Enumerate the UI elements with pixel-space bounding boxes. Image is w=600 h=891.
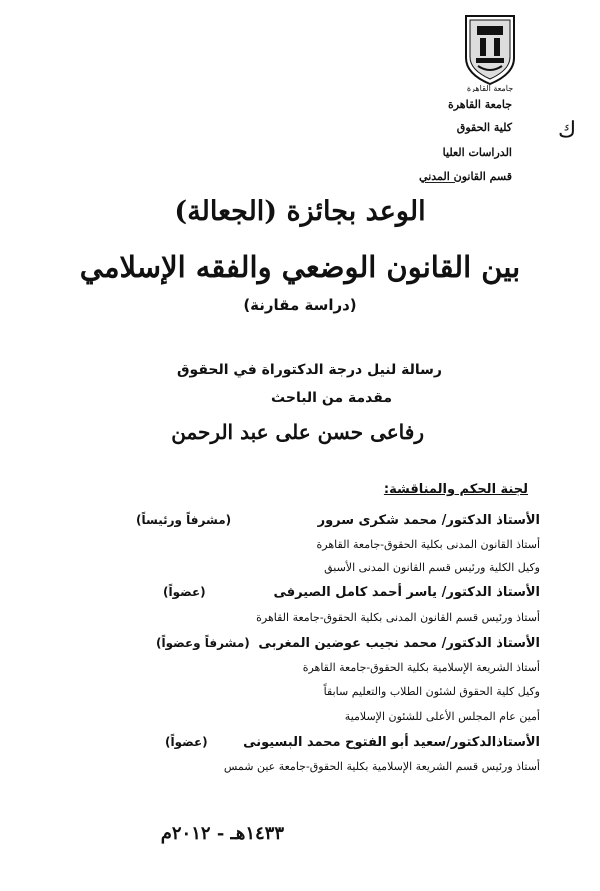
committee-member-detail: أستاذ القانون المدنى بكلية الحقوق-جامعة القاهرة <box>316 538 540 551</box>
committee-member-role: (عضواً) <box>165 735 208 749</box>
committee-member-name: الأستاذ الدكتور/ ياسر أحمد كامل الصيرفى <box>273 585 540 600</box>
department-name: قسم القانون المدني <box>419 170 512 183</box>
committee-member-name: الأستاذ الدكتور/ محمد شكرى سرور <box>317 513 540 528</box>
header-underline <box>425 182 455 183</box>
researcher-name: رفاعى حسن على عبد الرحمن <box>171 420 424 444</box>
thesis-title-line1: الوعد بجائزة (الجعالة) <box>174 196 426 227</box>
handwritten-mark: ﻙ <box>558 118 577 143</box>
committee-member-detail: أستاذ الشريعة الإسلامية بكلية الحقوق-جامعة القاهرة <box>302 661 540 674</box>
university-name: جامعة القاهرة <box>447 98 512 111</box>
committee-member-role: (مشرفاً وعضواً) <box>156 636 250 650</box>
svg-text:جامعة القاهرة: جامعة القاهرة <box>466 84 514 92</box>
committee-member-detail: أستاذ ورئيس قسم القانون المدنى بكلية الحقوق-جامعة القاهرة <box>256 611 540 624</box>
committee-member-detail: أمين عام المجلس الأعلى للشئون الإسلامية <box>344 710 540 723</box>
faculty-name: كلية الحقوق <box>456 121 512 134</box>
thesis-title-line2: بين القانون الوضعي والفقه الإسلامي <box>79 250 521 284</box>
committee-member-name: الأستاذ الدكتور/ محمد نجيب عوضين المغربى <box>258 636 540 651</box>
committee-member-detail: وكيل الكلية ورئيس قسم القانون المدنى الأسبق <box>324 561 540 574</box>
committee-member-name: الأستاذالدكتور/سعيد أبو الفتوح محمد البسيونى <box>243 735 540 750</box>
thesis-date: ١٤٣٣هـ - ٢٠١٢م <box>160 823 284 844</box>
committee-member-detail: وكيل كلية الحقوق لشئون الطلاب والتعليم سابقاً <box>323 685 540 698</box>
thesis-subtitle: (دراسة مقارنة) <box>243 296 357 314</box>
committee-member-role: (عضواً) <box>163 585 206 599</box>
committee-member-role: (مشرفاً ورئيساً) <box>136 513 232 527</box>
committee-member-detail: أستاذ ورئيس قسم الشريعة الإسلامية بكلية الحقوق-جامعة عين شمس <box>223 760 540 773</box>
graduate-studies: الدراسات العليا <box>442 146 512 159</box>
university-seal-logo <box>460 12 520 92</box>
committee-heading: لجنة الحكم والمناقشة: <box>383 482 528 497</box>
presented-by: مقدمة من الباحث <box>271 390 392 406</box>
degree-purpose: رسالة لنيل درجة الدكتوراة في الحقوق <box>177 362 442 378</box>
